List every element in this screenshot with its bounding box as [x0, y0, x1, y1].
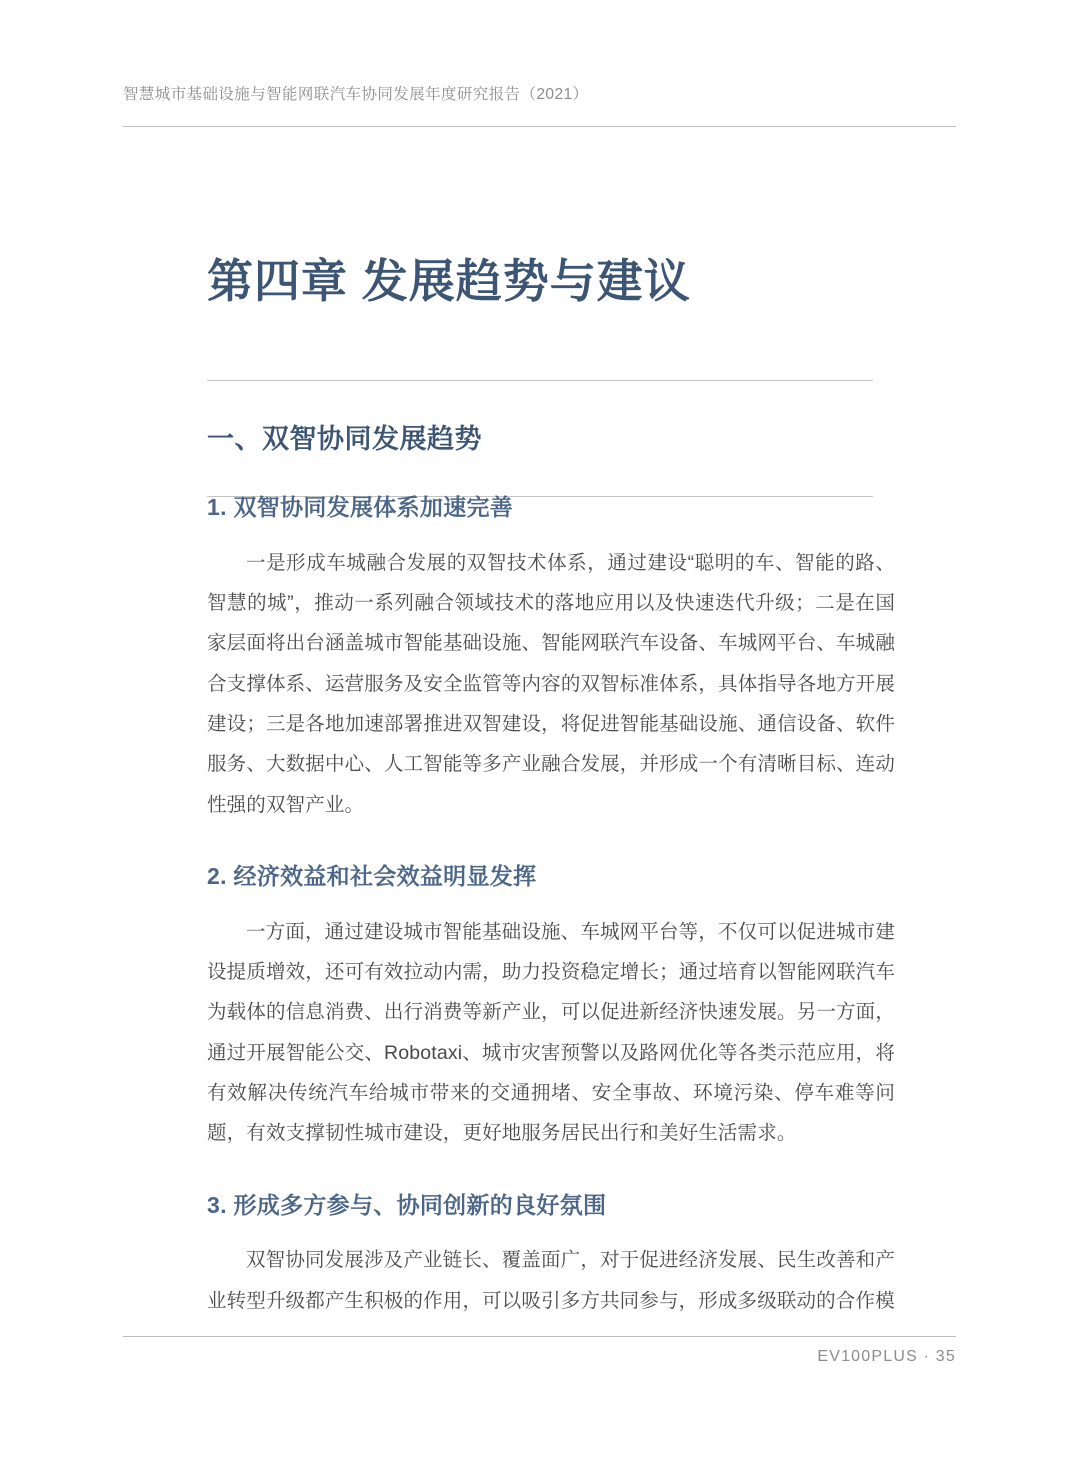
page-body [207, 490, 895, 1321]
section-heading: 一、双智协同发展趋势 [207, 424, 482, 455]
page-footer [123, 1348, 956, 1366]
running-header-text: 智慧城市基础设施与智能网联汽车协同发展年度研究报告（2021） [123, 86, 589, 103]
subsection-paragraph-2: 一方面，通过建设城市智能基础设施、车城网平台等，不仅可以促进城市建设提质增效，还可有效拉动内需，助力投资稳定增长；通过培育以智能网联汽车为载体的信息消费、出行消费等新产业，可以促进新经济快速发展。另一方面，通过开展智能公交、Robotaxi、城市灾害预警以及路网优化等各类示范应用，将有效解决传统汽车给城市带来的交通拥堵、安全事故、环境污染、停车难等问题，有效支撑韧性城市建设，更好地服务居民出行和美好生活需求。 [207, 920, 895, 1145]
subsection-heading-2: 2. 经济效益和社会效益明显发挥 [207, 863, 537, 890]
chapter-title: 第四章 发展趋势与建议 [207, 254, 691, 307]
subsection-paragraph-3: 双智协同发展涉及产业链长、覆盖面广，对于促进经济发展、民生改善和产业转型升级都产生积极的作用，可以吸引多方共同参与，形成多级联动的合作模 [207, 1249, 895, 1312]
running-header [123, 84, 956, 106]
header-divider [123, 126, 956, 127]
subsection-heading-3: 3. 形成多方参与、协同创新的良好氛围 [207, 1191, 607, 1218]
section-rule-top [207, 380, 873, 381]
footer-text: EV100PLUS · 35 [817, 1348, 956, 1365]
subsection-heading-1: 1. 双智协同发展体系加速完善 [207, 494, 514, 520]
section-heading-block [207, 380, 873, 497]
footer-divider [123, 1336, 956, 1337]
subsection-paragraph-1: 一是形成车城融合发展的双智技术体系，通过建设“聪明的车、智能的路、智慧的城”，推动一系列融合领域技术的落地应用以及快速迭代升级；二是在国家层面将出台涵盖城市智能基础设施、智能网联汽车设备、车城网平台、车城融合支撑体系、运营服务及安全监管等内容的双智标准体系，具体指导各地方开展建设；三是各地加速部署推进双智建设，将促进智能基础设施、通信设备、软件服务、大数据中心、人工智能等多产业融合发展，并形成一个有清晰目标、连动性强的双智产业。 [207, 551, 895, 816]
